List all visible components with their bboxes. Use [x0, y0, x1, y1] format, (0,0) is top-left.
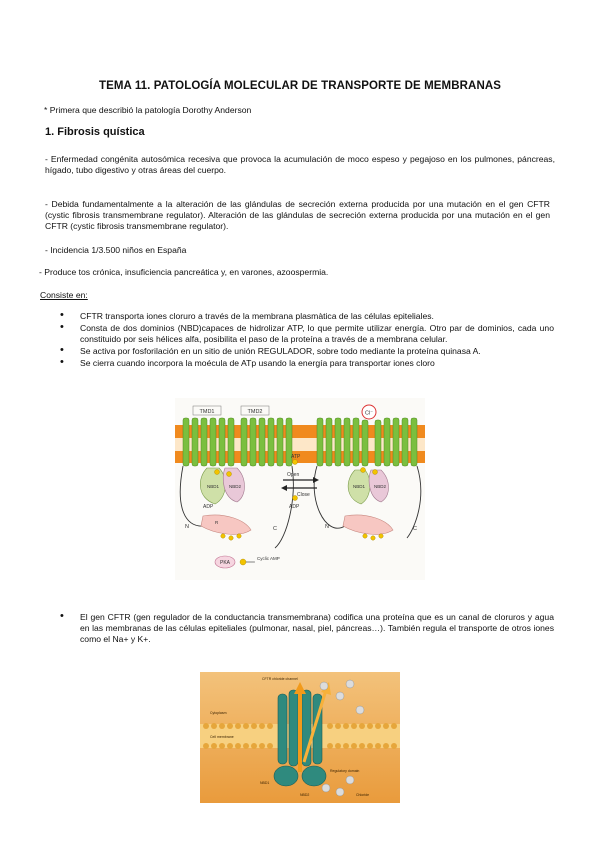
camp-label: Cyclic AMP	[257, 556, 280, 561]
section-heading: 1. Fibrosis quística	[45, 126, 145, 138]
tmd1-label: TMD1	[199, 409, 215, 415]
n-terminus-label: N	[185, 524, 189, 530]
bullet-dot: •	[60, 610, 64, 622]
c-terminus-label: C	[273, 526, 277, 532]
nbd1-label: NBD1	[260, 781, 270, 785]
channel-label: CFTR chloride channel	[262, 677, 298, 681]
bullet-5: El gen CFTR (gen regulador de la conductancia transmembrana) codifica una proteína que es un canal de cloruros y agua en las membranas de las células epiteliales (pulmonar, nasal, piel, páncreas…). También regula el transporte de otros iones como el Na+ y K+.	[80, 612, 554, 644]
page-title: TEMA 11. PATOLOGÍA MOLECULAR DE TRANSPORTE DE MEMBRANAS	[98, 80, 502, 92]
note: * Primera que describió la patología Dorothy Anderson	[44, 105, 252, 115]
paragraph-3: - Incidencia 1/3.500 niños en España	[45, 245, 187, 255]
atp-label: ATP	[291, 454, 301, 460]
chloride-label: Chloride	[356, 793, 370, 797]
nbd2-label: NBD2	[300, 793, 310, 797]
tmd2-label: TMD2	[247, 409, 263, 415]
list-item: • CFTR transporta iones cloruro a través de la membrana plasmàtica de las células epiteliales.	[80, 311, 554, 322]
open-label: Open	[287, 472, 300, 478]
camp-dot	[240, 559, 246, 565]
nbd1-label: NBD1	[206, 484, 220, 489]
paragraph-4: - Produce tos crónica, insuficiencia pancreática y, en varones, azoospermia.	[39, 267, 329, 277]
adp-label: ADP	[289, 504, 300, 510]
n-terminus-label-right: N	[325, 524, 329, 530]
consiste-heading: Consiste en:	[40, 290, 88, 300]
pka-label: PKA	[219, 560, 231, 566]
cytoplasm-label: Cytoplasm	[210, 711, 227, 715]
adp-label-left: ADP	[203, 504, 214, 510]
close-label: Close	[297, 492, 310, 498]
cftr-channel-figure	[200, 672, 400, 803]
paragraph-2: - Debida fundamentalmente a la alteración de las glándulas de secreción externa producida por una mutación en el gen CFTR (cystic fibrosis transmembrane regulator). Alteración de las glándulas de secreción externa producida por una mutación en el gen CFTR (cystic fibrosis transmembrane regulator).	[45, 199, 550, 231]
list-item: • Se activa por fosforilación en un sitio de unión REGULADOR, sobre todo mediante la proteína quinasa A.	[80, 346, 554, 357]
nbd2-label-open: NBD2	[373, 484, 387, 489]
paragraph-1: - Enfermedad congénita autosómica recesiva que provoca la acumulación de moco espeso y pegajoso en los pulmones, páncreas, hígado, tubo digestivo y otras áreas del cuerpo.	[45, 154, 555, 175]
chloride-label: Cl⁻	[364, 410, 374, 417]
bullet-5-item	[60, 610, 554, 645]
nbd1-label-open: NBD1	[352, 484, 366, 489]
nbd2-label: NBD2	[228, 484, 242, 489]
membrane-label: Cell membrane	[210, 735, 234, 739]
list-item: • Consta de dos dominios (NBD)capaces de hidrolizar ATP, lo que permite utilizar energía. Otro par de dominios, cada uno constituido por seis hélices alfa, posibilita el paso de la proteína a través de a membrana celular.	[80, 323, 554, 345]
regulatory-label: Regulatory domain	[330, 769, 360, 773]
list-item: • Se cierra cuando incorpora la moécula de ATp usando la energía para transportar iones cloro	[80, 358, 554, 369]
cftr-gating-figure	[175, 398, 425, 580]
r-label: R	[215, 520, 219, 525]
c-terminus-label-right: C	[413, 526, 417, 532]
bullet-list	[80, 311, 554, 370]
